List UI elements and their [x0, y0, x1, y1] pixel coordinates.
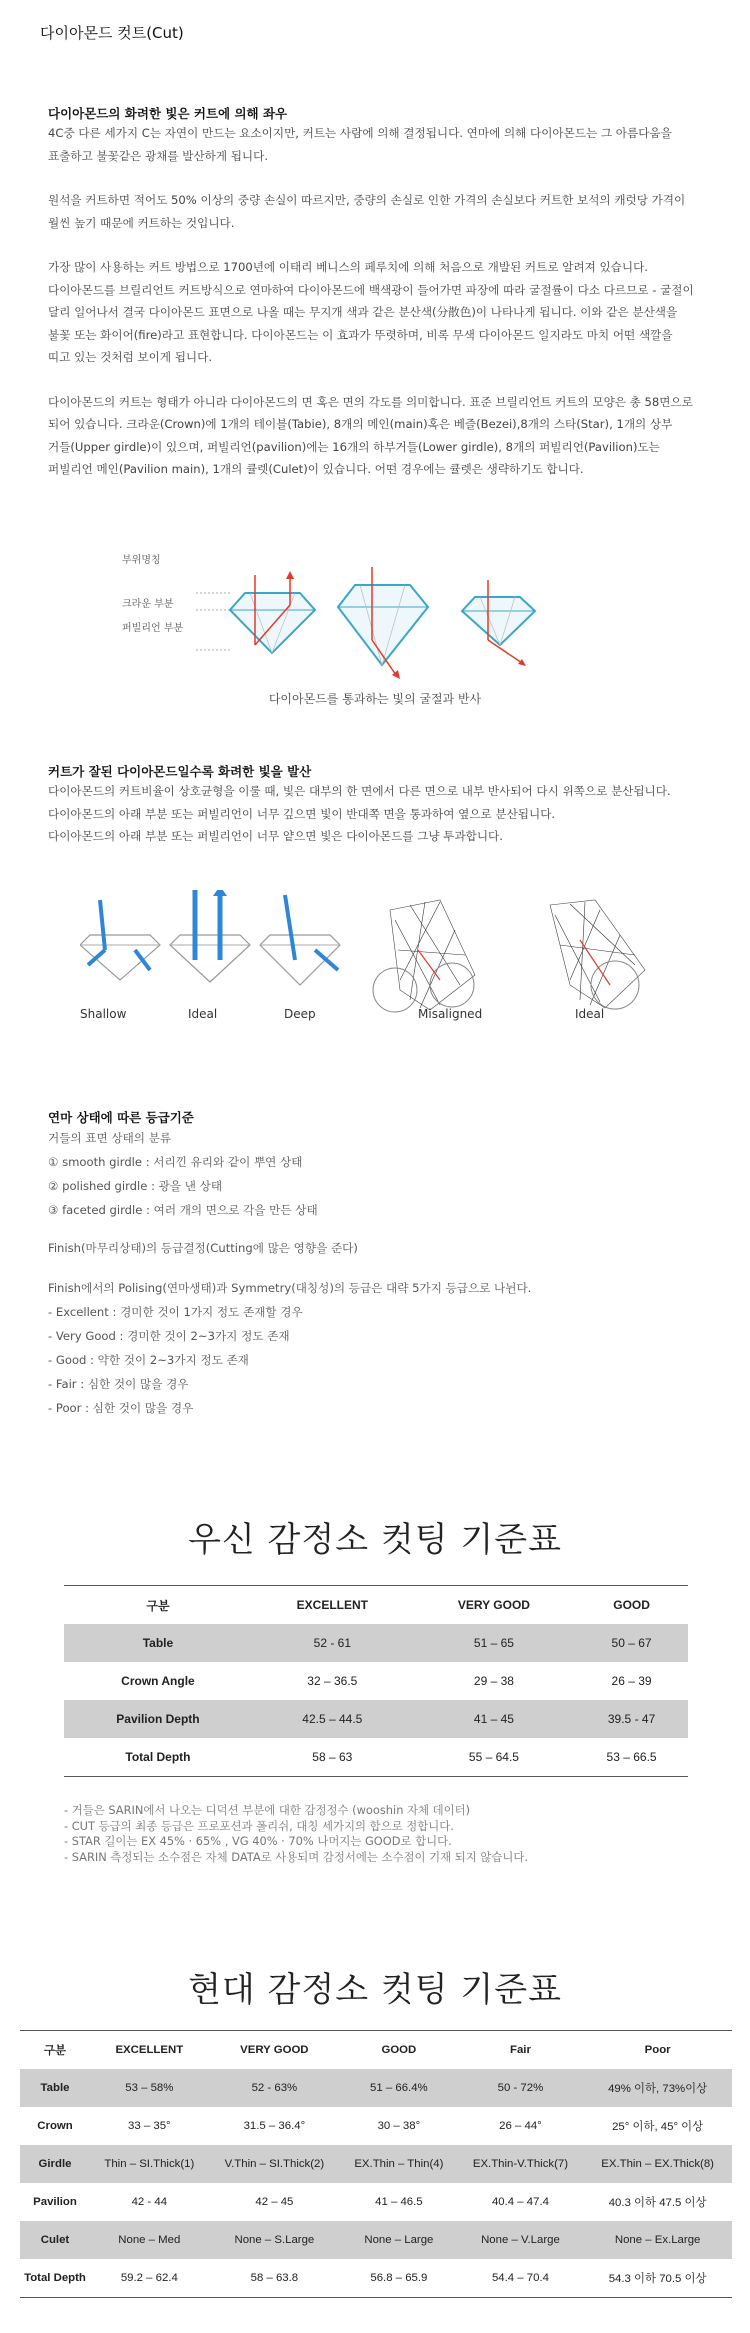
s3-grade-2: - Very Good : 경미한 것이 2~3가지 정도 존재 — [48, 1329, 290, 1343]
table2-header: 구분 — [43, 2045, 66, 2057]
diamond-shallow2-shape — [462, 580, 535, 666]
table-cell: Table — [20, 2069, 90, 2107]
page-title: 다이아몬드 컷트(Cut) — [40, 24, 184, 42]
table-cell: Table — [64, 1624, 252, 1662]
table-cell: 54.4 – 70.4 — [491, 2272, 549, 2284]
section3-heading: 연마 상태에 따른 등급기준 — [48, 1110, 194, 1125]
note-line: - CUT 등급의 최종 등급은 프로포션과 폴리쉬, 대칭 세가지의 합으로 정합니다. — [64, 1818, 454, 1833]
table2-title: 현대 감정소 컷팅 기준표 — [188, 1970, 562, 2010]
table-row — [64, 1624, 688, 1662]
table2-header: GOOD — [381, 2044, 417, 2056]
s3-grade-5: - Poor : 심한 것이 많을 경우 — [48, 1401, 194, 1415]
s2-line-1: 다이아몬드의 커트비율이 상호균형을 이룰 때, 빛은 대부의 한 면에서 다른 면으로 내부 반사되어 다시 위쪽으로 분산됩니다. — [48, 784, 671, 798]
cut-proportion-diagram — [80, 890, 670, 1040]
s1-p2-l1: 원석을 커트하면 적어도 50% 이상의 중량 손실이 따르지만, 중량의 손실로 인한 가격의 손실보다 커트한 보석의 캐럿당 가격이 — [48, 193, 686, 207]
table1-notes — [64, 1803, 528, 1865]
table-cell: None – S.Large — [209, 2221, 340, 2259]
s1-p2-l2: 월씬 높기 때문에 커트하는 것입니다. — [48, 215, 235, 230]
table-row — [64, 1738, 688, 1777]
table-cell: 42 - 44 — [131, 2196, 168, 2208]
s1-p4-l4: 퍼빌리언 메인(Pavilion main), 1개의 큘렛(Culet)이 있습니다. 어떤 경우에는 큘렛은 생략하기도 합니다. — [48, 462, 584, 476]
table-cell: Total Depth — [24, 2272, 86, 2284]
label-ideal-2: Ideal — [575, 1007, 605, 1021]
table-cell: EX.Thin – EX.Thick(8) — [583, 2145, 732, 2183]
section2-heading: 커트가 잘된 다이아몬드일수록 화려한 빛을 발산 — [48, 764, 312, 779]
table2-header-row — [20, 2031, 732, 2070]
note-line: - STAR 길이는 EX 45% · 65% , VG 40% · 70% 나머지는 GOOD로 합니다. — [64, 1834, 452, 1848]
s1-p3-l3: 달리 일어나서 결국 다이아몬드 표면으로 나올 때는 무지개 색과 같은 분산색(分散色)이 나타나게 됩니다. 이와 같은 분산색을 — [48, 305, 678, 319]
table-cell: EX.Thin-V.Thick(7) — [458, 2145, 584, 2183]
table-cell: Thin – SI.Thick(1) — [90, 2145, 209, 2183]
table-cell: None – Med — [90, 2221, 209, 2259]
s3-line-1: 거들의 표면 상태의 분류 — [48, 1131, 172, 1145]
ideal-ray-icon — [550, 900, 645, 1009]
diamond-deep-shape — [338, 567, 428, 679]
table-cell: 53 – 58% — [90, 2069, 209, 2107]
misaligned-ray-icon — [373, 900, 475, 1012]
table-cell: Girdle — [20, 2145, 90, 2183]
table-row — [20, 2069, 732, 2107]
table-cell: 51 – 65 — [413, 1624, 575, 1662]
label-crown: 크라운 부분 — [122, 599, 174, 610]
table-cell: 40.4 – 47.4 — [491, 2196, 549, 2208]
s3-grade-4: - Fair : 심한 것이 많을 경우 — [48, 1377, 189, 1391]
table-cell: Pavilion — [33, 2196, 77, 2208]
table-cell: 40.3 이하 47.5 이상 — [608, 2197, 707, 2209]
table1-header: VERY GOOD — [457, 1598, 530, 1612]
table1-header: EXCELLENT — [296, 1598, 368, 1612]
table-cell: Total Depth — [125, 1750, 191, 1764]
s1-p3-l2: 다이아몬드를 브릴리언트 커트방식으로 연마하여 다이아몬드에 백색광이 들어가면 파장에 따라 굴절률이 다소 다르므로 - 굴절이 — [48, 282, 694, 297]
table-cell: 30 – 38° — [377, 2120, 421, 2132]
table-cell: 41 – 46.5 — [375, 2196, 423, 2208]
s3-line-4: ③ faceted girdle : 여러 개의 면으로 각을 만든 상태 — [48, 1203, 318, 1217]
label-pavilion: 퍼빌리언 부분 — [122, 623, 184, 634]
s1-p3-l1: 가장 많이 사용하는 커트 방법으로 1700년에 이태리 베니스의 페루치에 의해 처음으로 개발된 커트로 알려져 있습니다. — [48, 260, 648, 274]
s2-line-3: 다이아몬드의 아래 부분 또는 퍼빌리언이 너무 얕으면 빛은 다이아몬드를 그냥 투과합니다. — [48, 829, 503, 843]
s1-p1-l1: 4C중 다른 세가지 C는 자연이 만드는 요소이지만, 커트는 사람에 의해 결정됩니다. 연마에 의해 다이아몬드는 그 아름다움을 — [48, 126, 672, 140]
s3-line-3: ② polished girdle : 광을 낸 상태 — [48, 1179, 223, 1193]
table-cell: 29 – 38 — [473, 1674, 514, 1688]
table-cell: 49% 이하, 73%이상 — [583, 2069, 732, 2107]
s1-p3-l5: 띠고 있는 것처럼 보이게 됩니다. — [48, 350, 213, 364]
table-cell: 58 – 63 — [312, 1750, 353, 1764]
s2-line-2: 다이아몬드의 아래 부분 또는 퍼빌리언이 너무 깊으면 빛이 반대쪽 면을 통과하여 옆으로 분산됩니다. — [48, 806, 556, 821]
s3-grade-0: Finish에서의 Polising(연마생태)과 Symmetry(대칭성)의 등급은 대략 5가지 등급으로 나뉜다. — [48, 1281, 532, 1295]
hyundai-cut-table — [20, 2030, 732, 2298]
table-cell: 52 - 63% — [209, 2069, 340, 2107]
table-cell: None – V.Large — [458, 2221, 584, 2259]
s1-p4-l3: 거들(Upper girdle)이 있으며, 퍼빌리언(pavilion)에는 16개의 하부거들(Lower girdle), 8개의 퍼빌리언(Pavilion)도는 — [48, 439, 660, 454]
table-cell: Crown — [37, 2120, 73, 2132]
table-cell: 25° 이하, 45° 이상 — [612, 2121, 704, 2133]
s3-grade-3: - Good : 약한 것이 2~3가지 정도 존재 — [48, 1353, 249, 1367]
table1-header: 구분 — [146, 1598, 170, 1613]
note-line: - SARIN 측정되는 소수점은 자체 DATA로 사용되며 감정서에는 소수점이 기재 되지 않습니다. — [64, 1849, 529, 1864]
table-cell: 58 – 63.8 — [250, 2272, 299, 2284]
table-cell: 31.5 – 36.4° — [243, 2120, 306, 2132]
table-row — [64, 1700, 688, 1738]
label-part-names: 부위명칭 — [122, 555, 161, 566]
table-cell: 59.2 – 62.4 — [120, 2272, 178, 2284]
table2-header: EXCELLENT — [115, 2044, 184, 2056]
table-cell: 42.5 – 44.5 — [252, 1700, 413, 1738]
s1-p3-l4: 불꽃 또는 화이어(fire)라고 표현합니다. 다이아몬드는 이 효과가 뚜렷하며, 비록 무색 다이아몬드 일지라도 마치 어떤 색깔을 — [48, 327, 673, 342]
table-cell: 33 – 35° — [128, 2120, 171, 2132]
table-row — [20, 2221, 732, 2259]
table-cell: 54.3 이하 70.5 이상 — [608, 2273, 707, 2285]
section3-body — [48, 1126, 708, 1420]
s3-finish-line: Finish(마무리상태)의 등급결정(Cutting에 많은 영향을 준다) — [48, 1241, 358, 1255]
table-cell: None – Large — [340, 2221, 458, 2259]
table-cell: V.Thin – SI.Thick(2) — [209, 2145, 340, 2183]
table2-header: VERY GOOD — [240, 2044, 309, 2056]
table-cell: 26 – 39 — [611, 1674, 652, 1688]
table-cell: Pavilion Depth — [64, 1700, 252, 1738]
deep-diamond-icon — [260, 895, 340, 985]
table-cell: 52 - 61 — [252, 1624, 413, 1662]
label-misaligned: Misaligned — [418, 1007, 483, 1021]
note-line: - 거들은 SARIN에서 나오는 디덕션 부분에 대한 감정정수 (wooshin 자체 데이터) — [64, 1803, 471, 1817]
section2-body — [48, 780, 708, 848]
table-cell: 51 – 66.4% — [340, 2069, 458, 2107]
table-cell: 39.5 - 47 — [575, 1700, 688, 1738]
table1-title: 우신 감정소 컷팅 기준표 — [188, 1520, 562, 1560]
wooshin-cut-table — [64, 1585, 688, 1777]
section1-body — [48, 122, 708, 481]
table-cell: 50 – 67 — [575, 1624, 688, 1662]
table-cell: 50 - 72% — [458, 2069, 584, 2107]
label-shallow: Shallow — [80, 1007, 127, 1021]
s3-line-2: ① smooth girdle : 서리낀 유리와 같이 뿌연 상태 — [48, 1155, 303, 1169]
table-cell: 55 – 64.5 — [468, 1750, 519, 1764]
table-row — [20, 2183, 732, 2221]
shallow-diamond-icon — [80, 900, 160, 980]
table-cell: None – Ex.Large — [583, 2221, 732, 2259]
table-row — [64, 1662, 688, 1700]
diamond-shallow-shape — [230, 571, 315, 653]
table-cell: 32 – 36.5 — [307, 1674, 358, 1688]
table-row — [20, 2107, 732, 2145]
table-cell: 26 – 44° — [499, 2120, 542, 2132]
s1-p4-l2: 되어 있습니다. 크라운(Crown)에 1개의 테이블(Tabie), 8개의 메인(main)혹은 베즐(Bezei),8개의 스타(Star), 1개의 상부 — [48, 417, 673, 431]
s1-p1-l2: 표출하고 불꽃같은 광채를 발산하게 됩니다. — [48, 148, 269, 163]
table2-header: Fair — [510, 2044, 531, 2056]
table-row — [20, 2145, 732, 2183]
table-cell: 42 – 45 — [255, 2196, 294, 2208]
table2-header: Poor — [644, 2044, 671, 2056]
s3-grade-1: - Excellent : 경미한 것이 1가지 정도 존재할 경우 — [48, 1305, 303, 1319]
table1-header-row — [64, 1586, 688, 1625]
table-cell: 56.8 – 65.9 — [370, 2272, 428, 2284]
table-cell: Culet — [20, 2221, 90, 2259]
figure-cut-proportions — [80, 890, 670, 1040]
section1-heading: 다이아몬드의 화려한 빛은 커트에 의해 좌우 — [48, 106, 288, 121]
table1-header: GOOD — [613, 1598, 650, 1612]
figure1-caption: 다이아몬드를 통과하는 빛의 굴절과 반사 — [268, 692, 482, 706]
table-cell: 41 – 45 — [413, 1700, 575, 1738]
label-deep: Deep — [284, 1007, 316, 1021]
s1-p4-l1: 다이아몬드의 커트는 형태가 아니라 다이아몬드의 면 혹은 면의 각도를 의미합니다. 표준 브릴리언트 커트의 모양은 총 58면으로 — [48, 394, 693, 409]
table-cell: Crown Angle — [121, 1674, 195, 1688]
table-cell: EX.Thin – Thin(4) — [340, 2145, 458, 2183]
ideal-diamond-icon — [170, 890, 250, 982]
table-cell: 53 – 66.5 — [606, 1750, 657, 1764]
table-row — [20, 2259, 732, 2298]
label-ideal: Ideal — [188, 1007, 218, 1021]
